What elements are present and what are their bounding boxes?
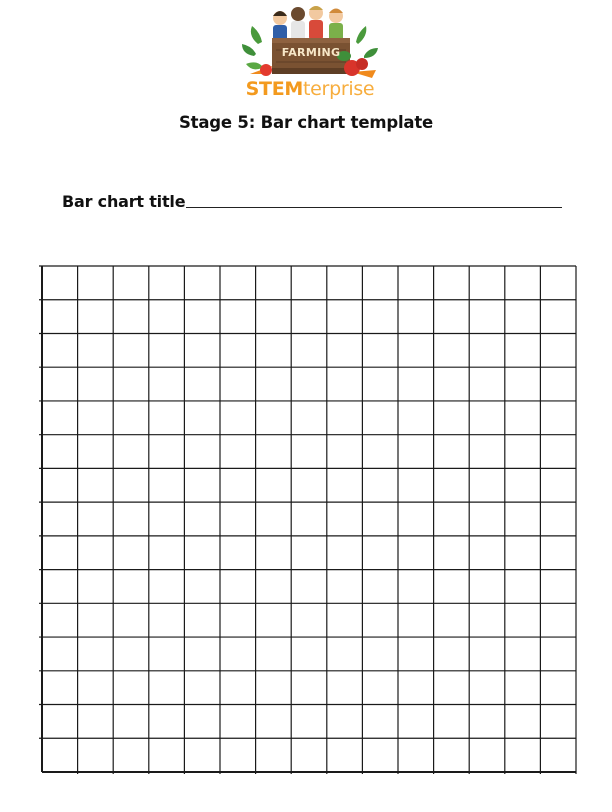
page-title: Stage 5: Bar chart template bbox=[178, 113, 434, 132]
logo-wordmark-rest: terprise bbox=[303, 78, 375, 100]
bar-chart-grid-svg bbox=[38, 262, 580, 776]
chart-title-write-line[interactable] bbox=[186, 207, 562, 208]
logo-wordmark bbox=[240, 78, 380, 100]
farming-stemterprise-logo bbox=[240, 4, 380, 104]
chart-title-label: Bar chart title bbox=[62, 192, 186, 211]
logo-wordmark-stem: STEM bbox=[245, 78, 304, 100]
logo-illustration bbox=[240, 4, 380, 82]
logo-banner-text: FARMING bbox=[281, 46, 341, 59]
chart-title-field-row bbox=[62, 188, 562, 212]
bar-chart-grid bbox=[38, 262, 580, 776]
